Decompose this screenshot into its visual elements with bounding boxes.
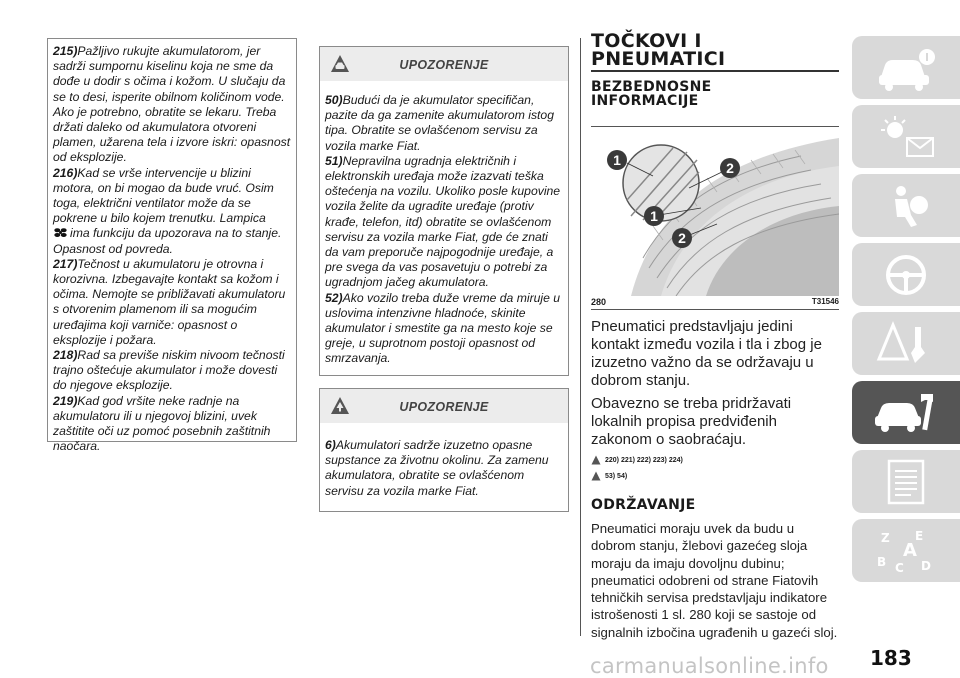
warning-triangle-icon xyxy=(591,455,601,465)
warning-item-52: 52)Ako vozilo treba duže vreme da miruje u uslovima intenzivne hladnoće, skinite akumulator i smestite ga na mesto koje se greje, u suprotnom postoji opasnost od smrzavanja. xyxy=(325,290,561,366)
tab-emergency[interactable] xyxy=(852,312,960,375)
note-215: 215)Pažljivo rukujte akumulatorom, jer sadrži sumpornu kiselinu koja ne sme da dođe u dodir s očima i kožom. U slučaju da se to desi, isperite obilnom količinom vode. Ako je potrebno, obratite se lekaru. Treba držati daleko od akumulatora otvoreni plamen, užarena tela i izvore iskri: opasnost od eksplozije. xyxy=(53,44,291,165)
tab-dashboard-lights[interactable] xyxy=(852,105,960,168)
car-info-icon xyxy=(871,43,941,93)
note-217: 217)Tečnost u akumulatoru je otrovna i korozivna. Izbegavajte kontakt sa kožom i očima. Nemojte se približavati akumulatoru s otvorenim plamenom ili sa mogućim uređajima koji varniče: opasnost o eksplozije i požara. xyxy=(53,256,286,347)
warning-item-6: 6)Akumulatori sadrže izuzetno opasne supstance za životnu okolinu. Za zamenu akumulatora, obratite se ovlašćenom servisu za vozila marke Fiat. xyxy=(325,438,549,498)
note-218: 218)Rad sa previše niskim nivoom tečnosti trajno oštećuje akumulator i može dovesti do njegove eksplozije. xyxy=(53,348,285,393)
subsection-title: BEZBEDNOSNE INFORMACIJE xyxy=(591,79,712,109)
tyre-figure xyxy=(591,128,839,296)
note-216: 216)Kad se vrše intervencije u blizini motora, on bi mogao da bude vruć. Osim toga, električni ventilator može da se pokrene u bilo kojem trenutku. Lampica ima funkciju da upozorava na to stanje. Opasnost od povreda. xyxy=(53,165,282,256)
title-rule xyxy=(591,70,839,72)
tyres-section xyxy=(591,32,839,641)
warning-header xyxy=(320,389,568,423)
callout-2a: 2 xyxy=(726,160,734,176)
note-219: 219)Kad god vršite neke radnje na akumulatoru ili u njegovoj blizini, uvek zaštitite oči uz pomoć posebnih zaštitnih naočara. xyxy=(53,393,271,454)
section-title: TOČKOVI I PNEUMATICI xyxy=(591,30,726,70)
figure-caption xyxy=(591,296,839,310)
chapter-tabs xyxy=(852,36,960,588)
warning-triangle-icon xyxy=(591,471,601,481)
tab-technical-data[interactable] xyxy=(852,450,960,513)
reference-line-1: 220) 221) 222) 223) 224) xyxy=(591,455,839,465)
callout-1b: 1 xyxy=(650,208,658,224)
svg-text:Z: Z xyxy=(881,530,890,545)
page-number: 183 xyxy=(870,646,912,670)
airbag-safety-icon xyxy=(871,181,941,231)
warning-header xyxy=(320,47,568,81)
column-divider xyxy=(580,38,581,636)
warning-item-50: 50)Budući da je akumulator specifičan, pazite da ga zamenite akumulatorom istog tipa. Obratite se ovlašćenom servisu za vozila marke Fiat. xyxy=(325,93,554,153)
battery-notes-box xyxy=(47,38,297,454)
technical-data-icon xyxy=(871,457,941,507)
figure-number: 280 xyxy=(591,297,607,307)
alphabetical-index-icon xyxy=(871,526,941,576)
warning-item-51: 51)Nepravilna ugradnja električnih i elektronskih uređaja može izazvati teška oštećenja na vozilu. Ukoliko posle kupovine vozila želite da ugradite uređaje (protiv krađe, telefon, itd) obratite se ovlašćenom servisu za vozila marke Fiat, gde će znati da vam preporuče najpogodnije uređaje, a pre svega da vas posavetuju o potrebi za ugradnjom jačeg akumulatora. xyxy=(325,153,561,290)
warning-body xyxy=(320,81,568,367)
maintenance-paragraph: Pneumatici moraju uvek da budu u dobrom stanju, žlebovi gazećeg sloja moraju da imaju dovoljnu dubinu; pneumatici odobreni od strane Fiatovih tehničkih servisa predstavljaju indikatore istrošenosti 1 sl. 280 koji se sastoje od signalnih izbočina ugrađenih u gazeći sloj. xyxy=(591,521,838,640)
tyre-illustration xyxy=(591,128,839,296)
callout-1a: 1 xyxy=(613,152,621,168)
figure-code: T31546 xyxy=(811,297,839,306)
tab-safety[interactable] xyxy=(852,174,960,237)
callout-2b: 2 xyxy=(678,230,686,246)
fan-warning-icon xyxy=(53,227,68,238)
reference-line-2: 53) 54) xyxy=(591,471,839,481)
svg-text:B: B xyxy=(877,554,887,569)
dashboard-lights-icon xyxy=(871,112,941,162)
tab-car-info[interactable] xyxy=(852,36,960,99)
tab-index[interactable] xyxy=(852,519,960,582)
warning-box-battery xyxy=(319,46,569,376)
svg-text:E: E xyxy=(915,528,924,543)
warning-title: UPOZORENJE xyxy=(399,400,489,414)
svg-text:D: D xyxy=(921,558,931,573)
emergency-triangle-icon xyxy=(871,319,941,369)
intro-paragraph: Pneumatici predstavljaju jedini kontakt između vozila i tla i zbog je izuzetno važno da se održavaju u dobrom stanju. xyxy=(591,318,822,389)
steering-key-icon xyxy=(871,250,941,300)
maintenance-title: ODRŽAVANJE xyxy=(591,497,696,513)
tab-maintenance[interactable] xyxy=(852,381,960,444)
regulations-paragraph: Obavezno se treba pridržavati lokalnih propisa predviđenih zakonom o saobraćaju. xyxy=(591,395,792,448)
warning-title: UPOZORENJE xyxy=(399,58,489,72)
warning-body xyxy=(320,423,568,499)
warning-box-environment xyxy=(319,388,569,512)
tab-starting-driving[interactable] xyxy=(852,243,960,306)
watermark: carmanualsonline.info xyxy=(590,654,829,678)
svg-text:C: C xyxy=(895,560,904,575)
svg-text:A: A xyxy=(903,539,917,561)
figure-top-rule xyxy=(591,126,839,127)
car-wrench-icon xyxy=(871,388,941,438)
